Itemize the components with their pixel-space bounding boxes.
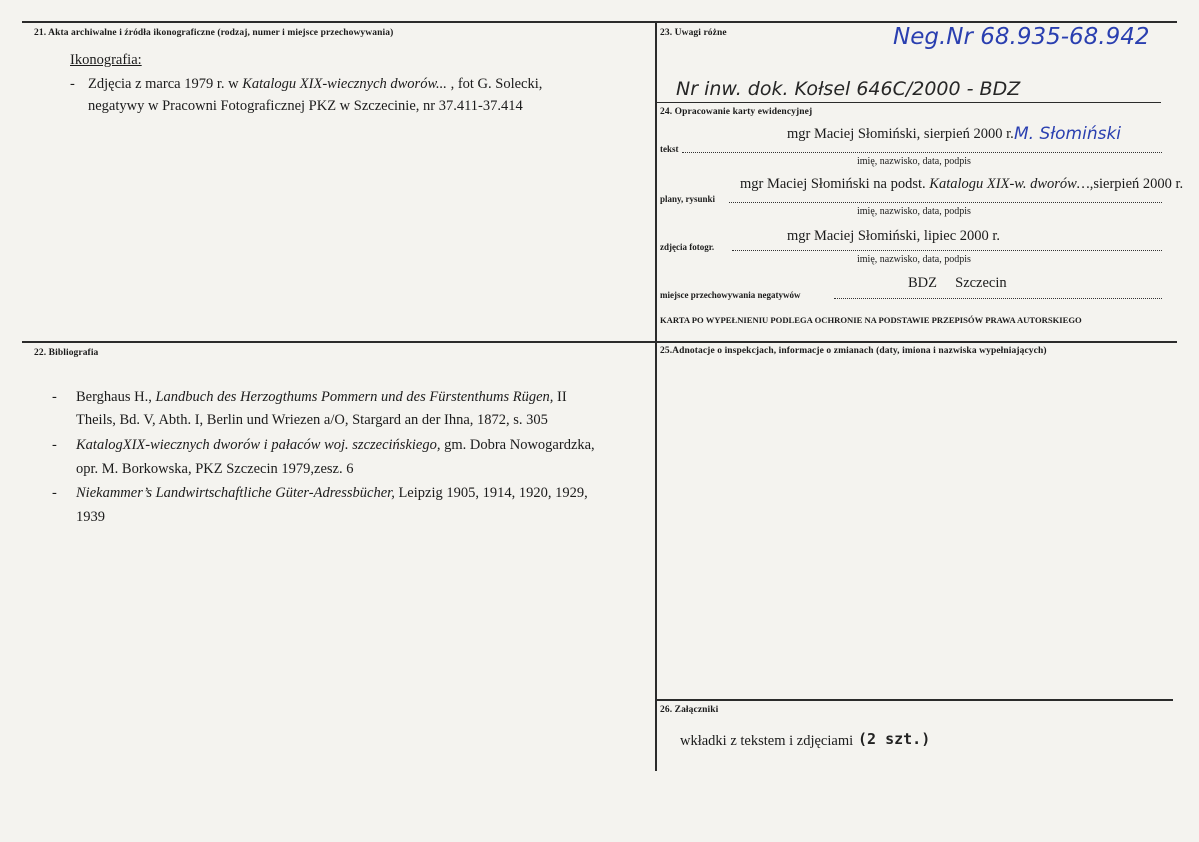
bib-bullet: - [52, 389, 57, 405]
zdjecia-label: zdjęcia fotogr. [660, 242, 715, 252]
top-border [22, 21, 1177, 23]
sec21-line1-c: , fot G. Solecki, [446, 76, 543, 92]
sec21-header: 21. Akta archiwalne i źródła ikonograficzne (rodzaj, numer i miejsce przechowywania) [34, 28, 394, 38]
sec24-top-border [656, 102, 1161, 103]
bib-2-c: gm. Dobra Nowogardzka, [440, 437, 595, 453]
zdjecia-dotted-line [732, 250, 1162, 251]
plany-b: Katalogu XIX-w. dworów… [929, 176, 1090, 192]
plany-label: plany, rysunki [660, 194, 716, 204]
plany-c: ,sierpień 2000 r. [1089, 176, 1184, 192]
handwritten-negative-number: Neg.Nr 68.935-68.942 [893, 24, 1150, 50]
miejsce-dotted-line [834, 298, 1162, 299]
sec25-header: 25.Adnotacje o inspekcjach, informacje o zmianach (daty, imiona i nazwiska wypełniających) [660, 346, 1047, 356]
copyright-notice: KARTA PO WYPEŁNIENIU PODLEGA OCHRONIE NA PODSTAWIE PRZEPISÓW PRAWA AUTORSKIEGO [660, 315, 1082, 325]
bib-bullet: - [52, 437, 57, 453]
tekst-caption: imię, nazwisko, data, podpis [857, 156, 971, 167]
sec21-line1-a: Zdjęcia z marca 1979 r. w [88, 76, 243, 92]
sec21-bullet: - [70, 76, 75, 92]
miejsce-label: miejsce przechowywania negatywów [660, 290, 801, 300]
tekst-value: mgr Maciej Słomiński, sierpień 2000 r. [787, 126, 1014, 142]
bib-item-2-line1 [76, 437, 595, 454]
sec21-line1-b: Katalogu XIX-wiecznych dworów... [242, 76, 447, 92]
bib-item-3-line2: 1939 [76, 509, 105, 525]
bib-3-c: Leipzig 1905, 1914, 1920, 1929, [394, 485, 588, 501]
middle-divider [22, 341, 1177, 343]
sec26-top-border [656, 699, 1173, 701]
plany-value [740, 176, 1183, 193]
tekst-label: tekst [660, 144, 679, 154]
vertical-divider [655, 21, 657, 771]
tekst-dotted-line [682, 152, 1162, 153]
bib-bullet: - [52, 485, 57, 501]
sec24-header: 24. Opracowanie karty ewidencyjnej [660, 107, 813, 117]
sec22-header: 22. Bibliografia [34, 348, 99, 358]
sec21-line1 [88, 76, 542, 93]
bib-3-b: Niekammer’s Landwirtschaftliche Güter-Adressbücher, [76, 485, 395, 501]
bib-item-3-line1 [76, 485, 588, 502]
plany-dotted-line [729, 202, 1162, 203]
zdjecia-caption: imię, nazwisko, data, podpis [857, 254, 971, 265]
bib-1-a: Berghaus H., [76, 389, 156, 405]
handwritten-inventory-number: Nr inw. dok. Kołsel 646C/2000 - BDZ [676, 78, 1021, 100]
handwritten-attachment-count: (2 szt.) [858, 730, 931, 748]
miejsce-value: BDZ Szczecin [908, 275, 1007, 291]
bib-item-2-line2: opr. M. Borkowska, PKZ Szczecin 1979,zesz. 6 [76, 461, 354, 477]
zdjecia-value: mgr Maciej Słomiński, lipiec 2000 r. [787, 228, 1001, 244]
sec26-value: wkładki z tekstem i zdjęciami [680, 733, 854, 749]
bib-1-b: Landbuch des Herzogthums Pommern und des Fürstenthums Rügen, [155, 389, 554, 405]
bib-item-1-line2: Theils, Bd. V, Abth. I, Berlin und Wriezen a/O, Stargard an der Ihna, 1872, s. 305 [76, 412, 548, 428]
plany-a: mgr Maciej Słomiński na podst. [740, 176, 930, 192]
signature: M. Słomiński [1014, 124, 1122, 144]
bib-item-1-line1 [76, 389, 567, 406]
bib-2-b: KatalogXIX-wiecznych dworów i pałaców woj. szczecińskiego, [76, 437, 441, 453]
sec21-line2: negatywy w Pracowni Fotograficznej PKZ w Szczecinie, nr 37.411-37.414 [88, 98, 523, 114]
sec21-subtitle: Ikonografia: [70, 52, 142, 68]
bib-1-c: II [553, 389, 567, 405]
sec26-header: 26. Załączniki [660, 705, 719, 715]
sec23-header: 23. Uwagi różne [660, 28, 727, 38]
plany-caption: imię, nazwisko, data, podpis [857, 206, 971, 217]
